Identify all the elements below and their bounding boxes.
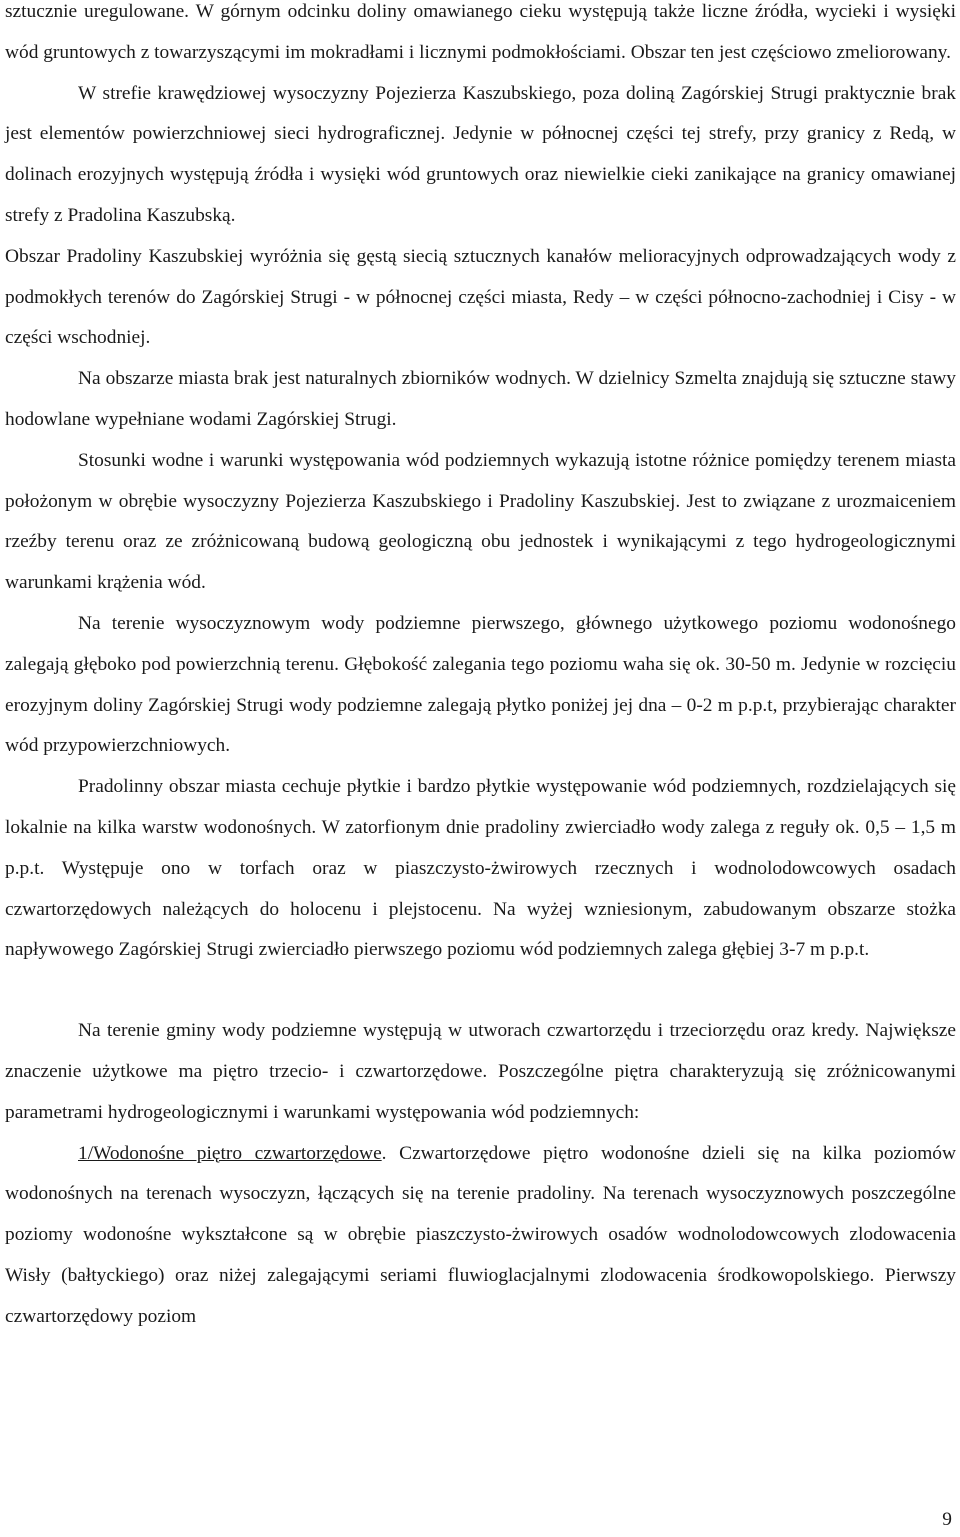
paragraph-6: Na terenie wysoczyznowym wody podziemne pierwszego, głównego użytkowego poziomu wodonośnego zalegają głęboko pod powierzchnią terenu. Głębokość zalegania tego poziomu waha się ok. 30-50 m. Jedynie w rozcięciu erozyjnym doliny Zagórskiej Strugi wody podziemne zalegają płytko poniżej jej dna – 0-2 m p.p.t, przybierając charakter wód przypowierzchniowych. [5,612,956,757]
paragraph-5: Stosunki wodne i warunki występowania wód podziemnych wykazują istotne różnice pomiędzy terenem miasta położonym w obrębie wysoczyzny Pojezierza Kaszubskiego i Pradoliny Kaszubskiej. Jest to związane z urozmaiceniem rzeźby terenu oraz ze zróżnicowaną budową geologiczną obu jednostek i wynikającymi z tego hydrogeologicznymi warunkami krążenia wód. [5,449,956,594]
section-heading: 1/Wodonośne piętro czwartorzędowe [78,1142,382,1164]
paragraph-3: Obszar Pradoliny Kaszubskiej wyróżnia się gęstą siecią sztucznych kanałów melioracyjnych odprowadzających wody z podmokłych terenów do Zagórskiej Strugi - w północnej części miasta, Redy – w części północno-zachodniej i Cisy - w części wschodniej. [5,245,956,349]
paragraph-8: Na terenie gminy wody podziemne występują w utworach czwartorzędu i trzeciorzędu oraz kredy. Największe znaczenie użytkowe ma piętro trzecio- i czwartorzędowe. Poszczególne piętra charakteryzują się zróżnicowanymi parametrami hydrogeologicznymi i warunkami występowania wód podziemnych: [5,1020,956,1123]
paragraph-7: Pradolinny obszar miasta cechuje płytkie i bardzo płytkie występowanie wód podziemnych, rozdzielających się lokalnie na kilka warstw wodonośnych. W zatorfionym dnie pradoliny zwierciadło wody zalega z reguły ok. 0,5 – 1,5 m p.p.t. Występuje ono w torfach oraz w piaszczysto-żwirowych rzecznych i wodnolodowcowych osadach czwartorzędowych należących do holocenu i plejstocenu. Na wyżej wzniesionym, zabudowanym obszarze stożka napływowego Zagórskiej Strugi zwierciadło pierwszego poziomu wód podziemnych zalega głębiej 3-7 m p.p.t. [5,776,956,961]
paragraph-9-text: . Czwartorzędowe piętro wodonośne dzieli się na kilka poziomów wodonośnych na terenach wysoczyzn, łączących się na terenie pradoliny. Na terenach wysoczyznowych poszczególne poziomy wodonośne wykształcone są w obrębie piaszczysto-żwirowych osadów wodnolodowcowych zlodowacenia Wisły (bałtyckiego) oraz niżej zalegającymi seriami fluwioglacjalnymi zlodowacenia środkowopolskiego. Pierwszy czwartorzędowy poziom [5,1142,956,1327]
page-number: 9 [942,1509,952,1530]
document-page [5,0,956,1338]
paragraph-1: sztucznie uregulowane. W górnym odcinku doliny omawianego cieku występują także liczne źródła, wycieki i wysięki wód gruntowych z towarzyszącymi im mokradłami i licznymi podmokłościami. Obszar ten jest częściowo zmeliorowany. [5,1,956,63]
paragraph-2: W strefie krawędziowej wysoczyzny Pojezierza Kaszubskiego, poza doliną Zagórskiej Strugi praktycznie brak jest elementów powierzchniowej sieci hydrograficznej. Jedynie w północnej części tej strefy, przy granicy z Redą, w dolinach erozyjnych występują źródła i wysięki wód gruntowych oraz niewielkie cieki zanikające na granicy omawianej strefy z Pradolina Kaszubską. [5,82,956,226]
paragraph-4: Na obszarze miasta brak jest naturalnych zbiorników wodnych. W dzielnicy Szmelta znajdują się sztuczne stawy hodowlane wypełniane wodami Zagórskiej Strugi. [5,368,956,430]
paragraph-9 [5,1134,956,1338]
paragraph-gap [5,971,956,1011]
